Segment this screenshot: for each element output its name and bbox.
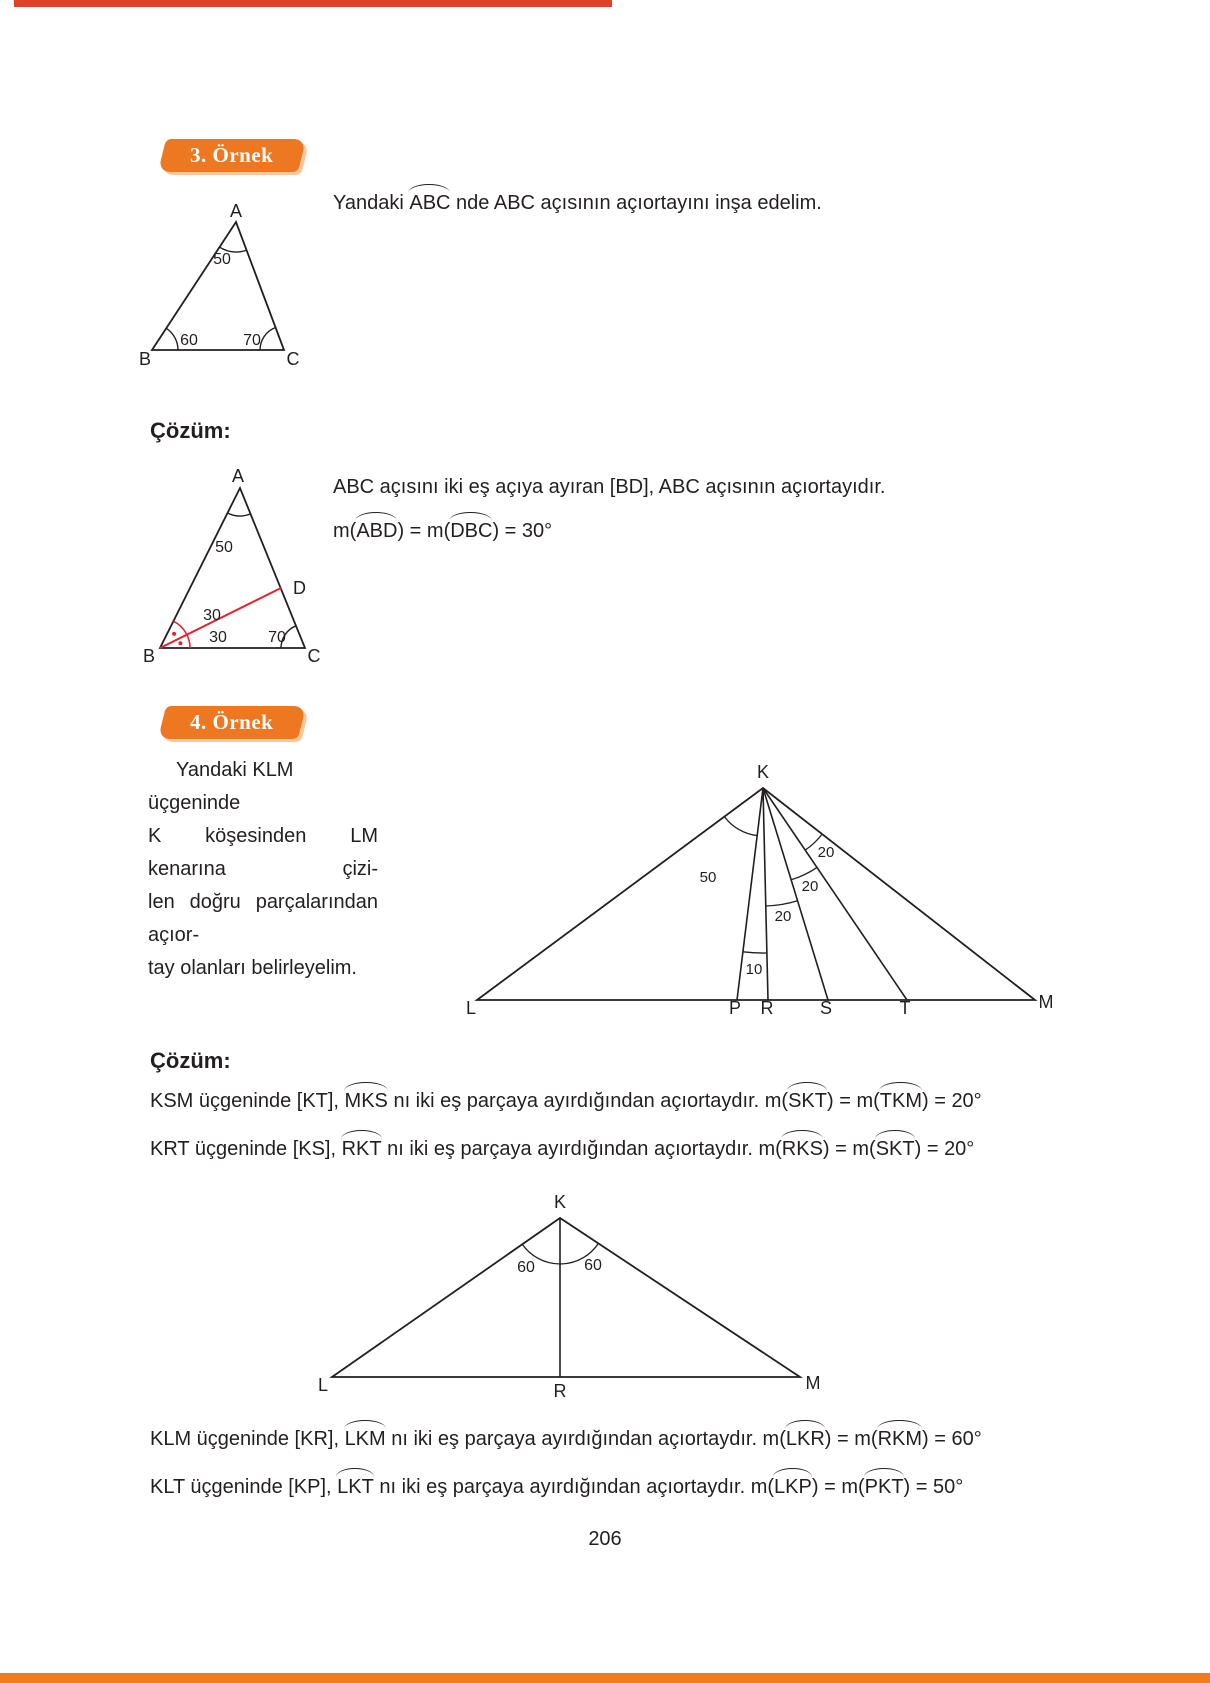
prompt-line-2: K köşesinden LM kenarına çizi-: [148, 825, 378, 880]
angle-label-10: 10: [745, 961, 763, 978]
text-segment: ) = m(: [826, 1090, 880, 1112]
text-segment: ) = 50°: [903, 1476, 964, 1498]
vertex-label-b: B: [138, 349, 152, 369]
text-segment: nı iki eş parçaya ayırdığından açıortaydır. m(: [387, 1090, 789, 1112]
bottom-accent-bar: [0, 1673, 1210, 1683]
triangle-klm-bisector-diagram: [296, 1192, 876, 1407]
text-segment: KRT üçgeninde [KS],: [150, 1138, 342, 1160]
angle-label-50: 50: [215, 539, 233, 556]
angle-arc-notation: SKT: [875, 1138, 915, 1160]
angle-arc-notation: RKM: [877, 1428, 923, 1450]
example-3-solution-line-1: [333, 466, 885, 498]
angle-arc-notation: LKT: [337, 1476, 374, 1498]
angle-arc-notation: LKM: [344, 1428, 386, 1450]
vertex-label-m: M: [805, 1373, 821, 1393]
example-4-solution-line-2: [150, 1128, 974, 1160]
solution-heading-1: Çözüm:: [150, 418, 231, 443]
solution-heading-2: Çözüm:: [150, 1048, 231, 1073]
text-segment: ) = m(: [811, 1476, 865, 1498]
text-segment: ) = 60°: [922, 1428, 982, 1450]
angle-label-60: 60: [180, 332, 198, 349]
angle-arc-lkp: [724, 817, 757, 836]
triangle-outline: [332, 1218, 800, 1377]
cevian-kt: [763, 788, 907, 1000]
vertex-label-p: P: [728, 998, 742, 1018]
example-4-badge: [158, 706, 306, 739]
vertex-label-c: C: [286, 349, 300, 369]
angle-arc-rks: [766, 901, 798, 906]
example-4-prompt: [148, 754, 378, 985]
text-segment: ) = m(: [822, 1138, 876, 1160]
angle-label-20-tkm: 20: [817, 844, 835, 861]
example-4-badge-label: 4. Örnek: [190, 710, 274, 734]
angle-label-30-lower: 30: [209, 629, 227, 646]
angle-label-50: 50: [699, 869, 717, 886]
vertex-label-r: R: [760, 998, 774, 1018]
vertex-label-a: A: [231, 466, 245, 486]
angle-arc-b: [166, 328, 178, 350]
text-segment: ) = 20°: [921, 1090, 982, 1112]
angle-arc-c: [260, 328, 276, 351]
angle-label-50: 50: [213, 251, 231, 268]
vertex-label-t: T: [899, 998, 911, 1018]
text-segment: KLT üçgeninde [KP],: [150, 1476, 338, 1498]
triangle-outline: [152, 222, 284, 350]
text-segment: ) = 20°: [914, 1138, 975, 1160]
example-3-badge-label: 3. Örnek: [190, 143, 274, 167]
angle-arc-pkr: [743, 952, 767, 953]
vertex-label-c: C: [307, 646, 321, 666]
text-segment: nde ABC açısının açıortayını inşa edelim.: [450, 192, 822, 214]
text-segment: ) = m(: [397, 520, 451, 542]
cevian-kr: [763, 788, 768, 1000]
prompt-line-1: Yandaki KLM üçgeninde: [148, 759, 294, 814]
vertex-label-m: M: [1038, 992, 1054, 1012]
angle-label-30-upper: 30: [203, 607, 221, 624]
vertex-label-k: K: [553, 1192, 567, 1212]
angle-label-70: 70: [243, 332, 261, 349]
text-segment: ) = m(: [824, 1428, 878, 1450]
angle-arc-a: [228, 513, 251, 516]
vertex-label-r: R: [553, 1381, 567, 1401]
vertex-label-k: K: [756, 762, 770, 782]
vertex-label-a: A: [229, 201, 243, 221]
text-segment: nı iki eş parçaya ayırdığından açıortaydır. m(: [385, 1428, 786, 1450]
example-4-solution-line-1: [150, 1080, 982, 1112]
vertex-label-d: D: [293, 578, 306, 598]
text-segment: Yandaki: [333, 192, 410, 214]
example-3-solution-line-2: [333, 510, 552, 542]
text-segment: m(: [333, 520, 357, 542]
angle-arc-notation: LKP: [774, 1476, 812, 1498]
text-segment: nı iki eş parçaya ayırdığından açıortaydır. m(: [373, 1476, 775, 1498]
angle-arc-notation: DBC: [450, 520, 493, 542]
vertex-label-l: L: [317, 1375, 329, 1395]
prompt-line-4: tay olanları belirleyelim.: [148, 957, 357, 979]
angle-label-60-right: 60: [584, 1257, 602, 1274]
equal-angle-dot-2: [178, 641, 182, 645]
angle-label-20-rks: 20: [774, 908, 792, 925]
triangle-abc-diagram: [138, 192, 313, 372]
prompt-line-3: len doğru parçalarından açıor-: [148, 891, 378, 946]
vertex-label-b: B: [142, 646, 156, 666]
triangle-abd-solution-diagram: [136, 448, 326, 666]
text-segment: KSM üçgeninde [KT],: [150, 1090, 345, 1112]
text-segment: ) = 30°: [492, 520, 553, 542]
angle-arc-notation: RKT: [341, 1138, 382, 1160]
text-segment: ABC açısını iki eş açıya ayıran [BD], ABC açısının açıortayıdır.: [333, 476, 886, 498]
example-4-solution-line-3: [150, 1418, 982, 1450]
vertex-label-s: S: [819, 998, 833, 1018]
triangle-outline: [160, 488, 305, 648]
example-4-solution-line-4: [150, 1466, 963, 1498]
angle-arc-notation: ABC: [409, 192, 451, 214]
top-accent-bar: [14, 0, 612, 7]
text-segment: nı iki eş parçaya ayırdığından açıortaydır. m(: [381, 1138, 782, 1160]
page-number: 206: [588, 1528, 622, 1550]
vertex-label-l: L: [465, 998, 477, 1018]
text-segment: KLM üçgeninde [KR],: [150, 1428, 345, 1450]
angle-arc-notation: ABD: [356, 520, 398, 542]
angle-arc-notation: SKT: [788, 1090, 827, 1112]
angle-arc-notation: LKR: [785, 1428, 825, 1450]
example-3-badge: [158, 139, 306, 172]
triangle-klm-cevians-diagram: [438, 758, 1058, 1016]
angle-arc-notation: RKS: [781, 1138, 823, 1160]
example-3-prompt: [333, 182, 822, 214]
angle-label-60-left: 60: [517, 1259, 535, 1276]
angle-arc-notation: MKS: [344, 1090, 388, 1112]
angle-label-70: 70: [268, 629, 286, 646]
angle-arc-notation: TKM: [879, 1090, 922, 1112]
angle-label-20-skt: 20: [801, 878, 819, 895]
equal-angle-dot-1: [172, 632, 176, 636]
angle-arc-notation: PKT: [864, 1476, 904, 1498]
